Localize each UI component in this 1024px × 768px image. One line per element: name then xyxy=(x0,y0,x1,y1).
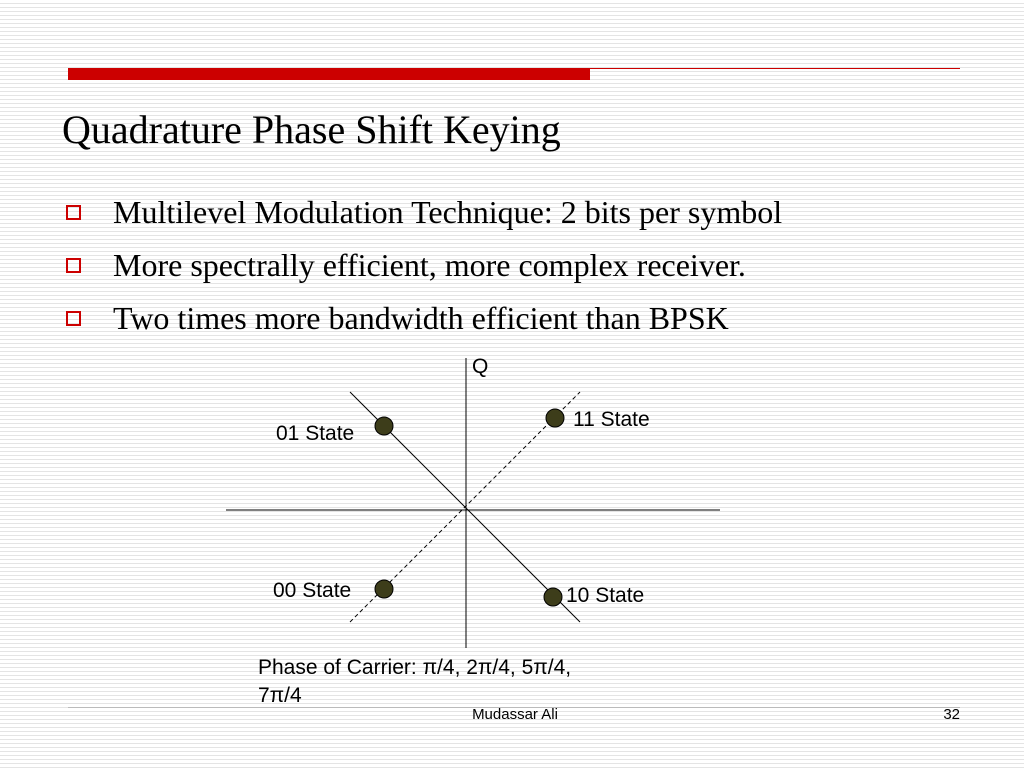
q-axis-label: Q xyxy=(472,355,489,378)
page-number: 32 xyxy=(943,706,960,723)
state-11-label: 11 State xyxy=(573,408,650,431)
slide-title: Quadrature Phase Shift Keying xyxy=(62,107,561,152)
caption-line: Phase of Carrier: π/4, 2π/4, 5π/4, xyxy=(258,656,572,679)
state-01-point xyxy=(375,417,393,435)
state-10-label: 10 State xyxy=(566,584,645,607)
state-01-label: 01 State xyxy=(276,422,355,445)
caption-line: 7π/4 xyxy=(258,684,302,707)
carrier-phase-caption xyxy=(258,654,708,710)
bullet-text: Two times more bandwidth efficient than BPSK xyxy=(113,300,729,336)
bullet-text: More spectrally efficient, more complex receiver. xyxy=(113,247,746,283)
state-11-point xyxy=(546,409,564,427)
footer-author: Mudassar Ali xyxy=(472,706,558,723)
state-00-label: 00 State xyxy=(273,579,352,602)
state-00-point xyxy=(375,580,393,598)
state-10-point xyxy=(544,588,562,606)
bullet-text: Multilevel Modulation Technique: 2 bits per symbol xyxy=(113,194,783,230)
